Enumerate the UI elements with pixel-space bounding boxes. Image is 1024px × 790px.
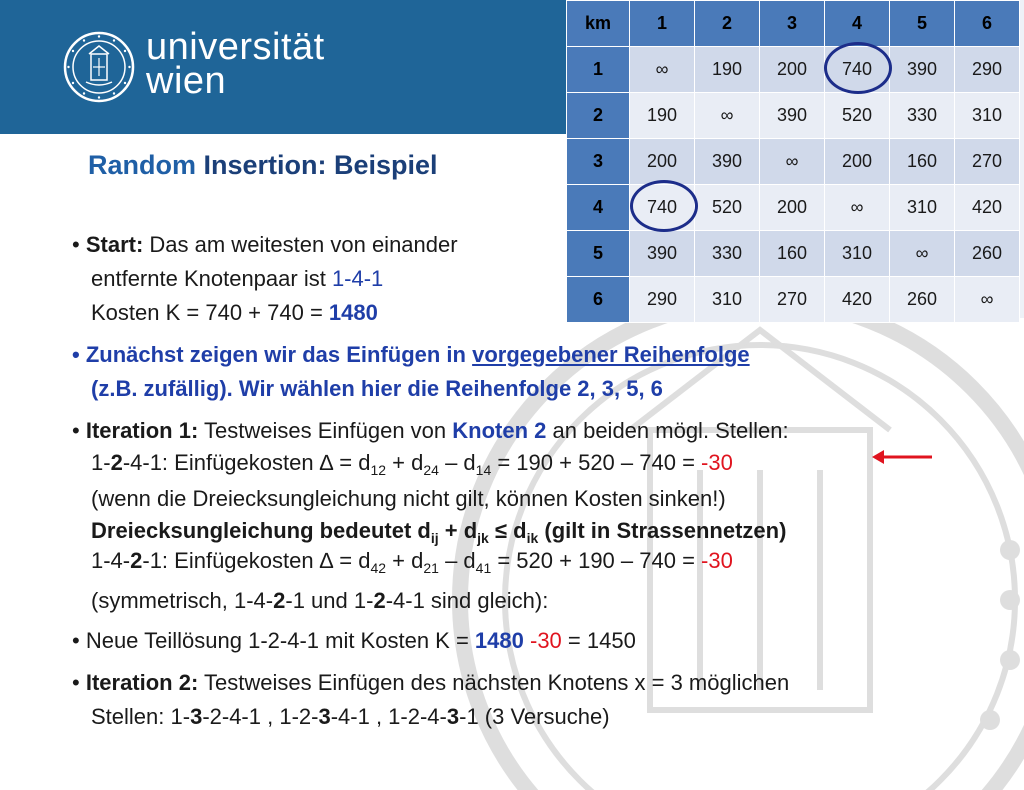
bullet-new-solution [72,628,636,654]
table-row [567,139,1020,185]
inserted-node: 2 [110,450,123,475]
table-cell: 200 [760,185,825,231]
text: + d [386,450,424,475]
text: Kosten K = 740 + 740 = [91,300,329,325]
subscript: ik [526,530,539,546]
subscript: 42 [370,560,387,576]
row-header-cell: 5 [567,231,630,277]
subscript: jk [477,530,489,546]
iteration-label: Iteration 2: [85,670,199,695]
text: entfernte Knotenpaar ist [91,266,332,291]
table-cell: 290 [955,47,1020,93]
cost-delta: -30 [701,450,733,475]
table-header-cell: 6 [955,1,1020,47]
table-cell: 310 [825,231,890,277]
table-cell: 520 [695,185,760,231]
slide-title [88,150,438,181]
table-cell: 200 [630,139,695,185]
table-cell: 740 [825,47,890,93]
table-cell: 160 [890,139,955,185]
text: Stellen: 1- [91,704,191,729]
table-header-cell: 4 [825,1,890,47]
bullet-start [72,232,458,258]
row-header-cell: 6 [567,277,630,323]
text: – d [438,450,476,475]
text: 1-4- [91,548,131,573]
table-header-row [567,1,1020,47]
text: Dreiecksungleichung bedeutet d [91,518,431,543]
table-cell: 190 [695,47,760,93]
text: = 1450 [561,628,636,653]
distance-table [566,0,1020,323]
iteration-1-note: (wenn die Dreiecksungleichung nicht gilt, können Kosten sinken!) [91,486,726,511]
start-line-2 [91,266,383,292]
subscript: 12 [370,462,387,478]
start-line-3 [91,300,378,326]
inserted-node: 2 [273,588,286,613]
table-cell: 390 [890,47,955,93]
cost-delta: -30 [523,628,562,653]
text: -4-1 , 1-2-4- [330,704,447,729]
table-cell: 270 [955,139,1020,185]
row-header-cell: 2 [567,93,630,139]
table-cell: 190 [630,93,695,139]
text: + d [438,518,478,543]
text: -1 und 1- [285,588,374,613]
text: = 520 + 190 – 740 = [491,548,702,573]
table-cell: 200 [760,47,825,93]
table-cell: ∞ [825,185,890,231]
table-cell: 310 [695,277,760,323]
bullet-dot: • [72,670,80,695]
order-line-2: (z.B. zufällig). Wir wählen hier die Reihenfolge 2, 3, 5, 6 [91,376,663,401]
text: Testweises Einfügen von [198,418,453,443]
row-header-cell: 1 [567,47,630,93]
iteration-label: Iteration 1: [85,418,199,443]
table-cell: 200 [825,139,890,185]
inserted-node: 2 [130,548,143,573]
row-header-cell: 4 [567,185,630,231]
text: -1 (3 Versuche) [459,704,610,729]
triangle-inequality [91,518,786,544]
bullet-dot: • [72,232,80,257]
inserted-node: 3 [190,704,203,729]
row-header-cell: 3 [567,139,630,185]
cost-delta: -30 [701,548,733,573]
tour-text: 1-4-1 [331,266,384,291]
start-label: Start: [85,232,144,257]
text: -1: Einfügekosten ∆ = d [142,548,371,573]
cost-value: 1480 [328,300,378,325]
bullet-iteration-2 [72,670,789,696]
table-cell: 260 [955,231,1020,277]
table-header-cell: km [567,1,630,47]
table-cell: 420 [825,277,890,323]
header-bar [0,0,566,134]
text: -2-4-1 , 1-2- [202,704,319,729]
table-cell: 160 [760,231,825,277]
subscript: 41 [475,560,492,576]
text: Zunächst zeigen wir das Einfügen in [85,342,473,367]
arrow-left-icon [870,447,934,467]
bullet-order [72,342,750,368]
university-logo [62,28,352,108]
table-cell: 390 [760,93,825,139]
text: -4-1: Einfügekosten ∆ = d [122,450,371,475]
table-row [567,231,1020,277]
inserted-node: 2 [373,588,386,613]
table-header-cell: 5 [890,1,955,47]
bullet-iteration-1 [72,418,789,444]
subscript: 24 [423,462,439,478]
text: (gilt in Strassennetzen) [538,518,787,543]
subscript: 14 [475,462,492,478]
text: = 190 + 520 – 740 = [491,450,702,475]
text: + d [386,548,424,573]
table-cell: ∞ [695,93,760,139]
text: (symmetrisch, 1-4- [91,588,274,613]
node-text: Knoten 2 [452,418,547,443]
bullet-dot: • [72,418,80,443]
table-cell: 520 [825,93,890,139]
iteration-1-symmetry [91,588,548,614]
highlight-circle [824,42,892,94]
university-wordmark [146,26,325,102]
table-cell: 390 [630,231,695,277]
iteration-2-options [91,704,610,730]
highlight-circle [630,180,698,232]
table-row [567,47,1020,93]
table-row [567,277,1020,323]
table-cell: 310 [890,185,955,231]
inserted-node: 3 [318,704,331,729]
table-cell: ∞ [955,277,1020,323]
table-cell: 270 [760,277,825,323]
cost-value: 1480 [474,628,524,653]
distance-matrix [566,0,1024,318]
table-header-cell: 1 [630,1,695,47]
logo-line-1: universität [146,26,325,68]
underlined-text: vorgegebener Reihenfolge [472,342,750,367]
iteration-1-option-a [91,450,733,476]
table-cell: 420 [955,185,1020,231]
inserted-node: 3 [446,704,460,729]
title-highlight: Random [88,150,196,180]
logo-line-2: wien [146,60,227,102]
text: – d [438,548,476,573]
table-cell: 330 [890,93,955,139]
bullet-dot: • [72,628,80,653]
table-cell: ∞ [760,139,825,185]
text: Testweises Einfügen des nächsten Knotens x = 3 möglichen [198,670,790,695]
table-cell: ∞ [630,47,695,93]
start-text: Das am weitesten von einander [143,232,458,257]
title-rest: Insertion: Beispiel [196,150,438,180]
text: an beiden mögl. Stellen: [546,418,789,443]
subscript: 21 [423,560,439,576]
text: ≤ d [488,518,527,543]
table-cell: 310 [955,93,1020,139]
text: 1- [91,450,111,475]
bullet-dot: • [72,342,80,367]
table-cell: 260 [890,277,955,323]
university-seal-icon [62,30,136,104]
iteration-1-option-b [91,548,733,574]
table-cell: 330 [695,231,760,277]
table-header-cell: 2 [695,1,760,47]
table-cell: 290 [630,277,695,323]
table-row [567,93,1020,139]
table-header-cell: 3 [760,1,825,47]
table-cell: 390 [695,139,760,185]
subscript: ij [430,530,439,546]
table-cell: 740 [630,185,695,231]
text: -4-1 sind gleich): [385,588,549,613]
text: Neue Teillösung 1-2-4-1 mit Kosten K = [85,628,475,653]
table-cell: ∞ [890,231,955,277]
